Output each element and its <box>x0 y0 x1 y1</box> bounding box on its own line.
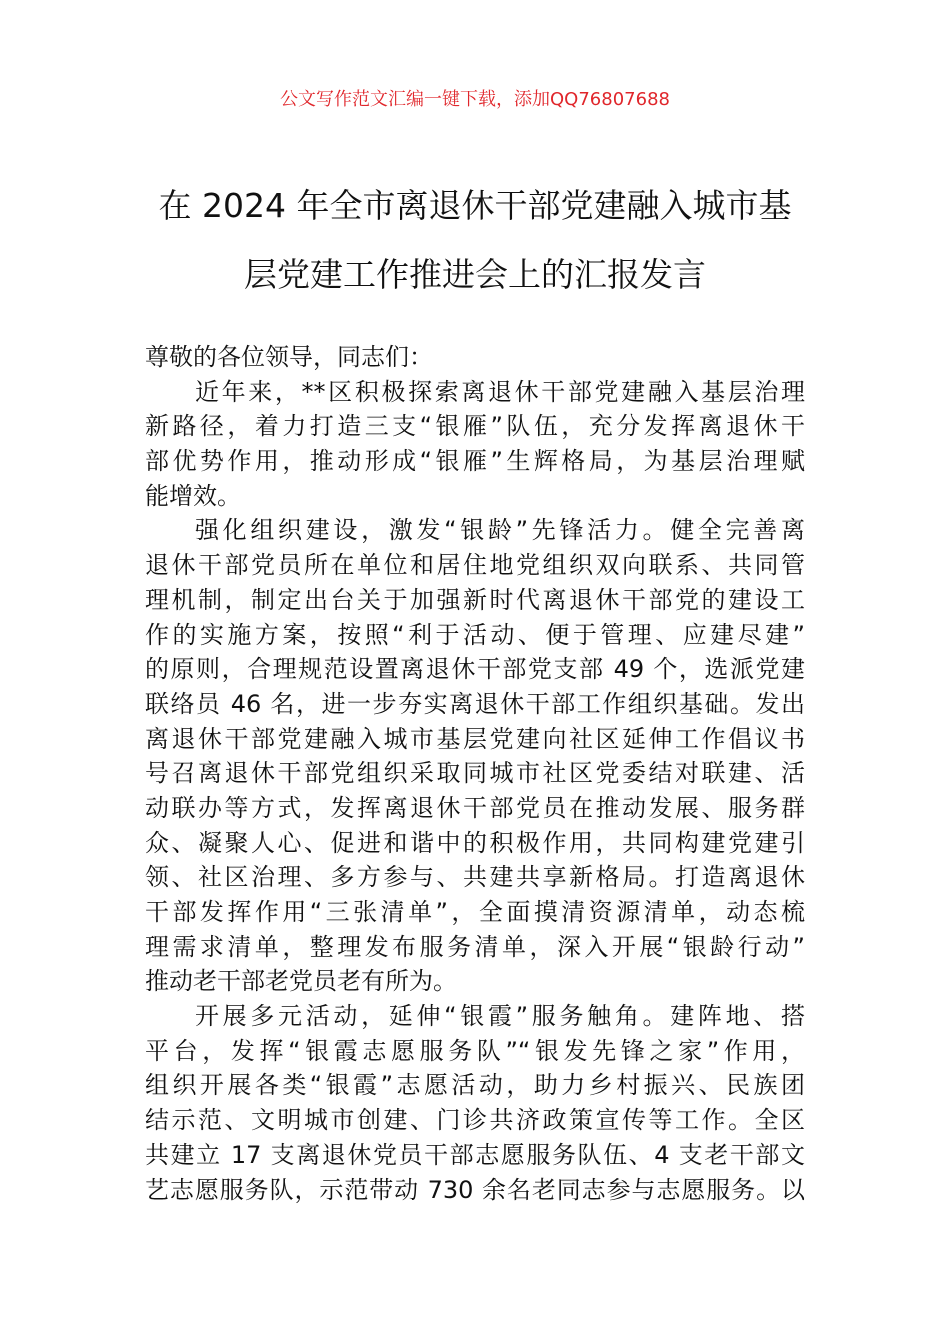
paragraph-line: 推动老干部老党员老有所为。 <box>145 967 457 996</box>
paragraph-line: 联络员 46 名，进一步夯实离退休干部工作组织基础。发出 <box>145 689 805 718</box>
paragraph-line: 平台，发挥“银霞志愿服务队”“银发先锋之家”作用， <box>145 1036 805 1065</box>
salutation: 尊敬的各位领导，同志们： <box>145 343 433 371</box>
paragraph-line: 作的实施方案，按照“利于活动、便于管理、应建尽建” <box>145 620 805 649</box>
paragraph-line: 部优势作用，推动形成“银雁”生辉格局，为基层治理赋 <box>145 447 805 476</box>
document-body <box>145 340 805 1207</box>
paragraph-line: 理需求清单，整理发布服务清单，深入开展“银龄行动” <box>145 932 805 961</box>
paragraph-line: 离退休干部党建融入城市基层党建向社区延伸工作倡议书 <box>145 724 805 753</box>
paragraph-line: 众、凝聚人心、促进和谐中的积极作用，共同构建党建引 <box>145 828 805 857</box>
paragraph-line: 退休干部党员所在单位和居住地党组织双向联系、共同管 <box>145 551 805 580</box>
paragraph-line: 近年来，**区积极探索离退休干部党建融入基层治理 <box>195 377 805 406</box>
paragraph-line: 新路径，着力打造三支“银雁”队伍，充分发挥离退休干 <box>145 412 805 441</box>
promo-banner: 公文写作范文汇编一键下载，添加QQ76807688 <box>280 89 670 110</box>
paragraph-line: 开展多元活动，延伸“银霞”服务触角。建阵地、搭 <box>195 1002 805 1031</box>
paragraph-line: 干部发挥作用“三张清单”，全面摸清资源清单，动态梳 <box>145 898 805 926</box>
paragraph-line: 动联办等方式，发挥离退休干部党员在推动发展、服务群 <box>145 793 805 822</box>
paragraph-line: 强化组织建设，激发“银龄”先锋活力。健全完善离 <box>195 516 805 545</box>
paragraph-line: 号召离退休干部党组织采取同城市社区党委结对联建、活 <box>145 759 805 788</box>
paragraph-line: 共建立 17 支离退休党员干部志愿服务队伍、4 支老干部文 <box>145 1140 805 1169</box>
paragraph-line: 结示范、文明城市创建、门诊共济政策宣传等工作。全区 <box>145 1106 805 1135</box>
paragraph-line: 能增效。 <box>145 481 241 510</box>
paragraph-line: 艺志愿服务队，示范带动 730 余名老同志参与志愿服务。以 <box>145 1175 805 1204</box>
paragraph-line: 的原则，合理规范设置离退休干部党支部 49 个，选派党建 <box>145 655 805 684</box>
document-title-line-2: 层党建工作推进会上的汇报发言 <box>244 255 706 294</box>
paragraph-line: 组织开展各类“银霞”志愿活动，助力乡村振兴、民族团 <box>145 1071 805 1100</box>
document-title-line-1: 在 2024 年全市离退休干部党建融入城市基 <box>158 186 792 225</box>
paragraph-line: 理机制，制定出台关于加强新时代离退休干部党的建设工 <box>145 585 805 614</box>
paragraph-line: 领、社区治理、多方参与、共建共享新格局。打造离退休 <box>145 863 805 892</box>
